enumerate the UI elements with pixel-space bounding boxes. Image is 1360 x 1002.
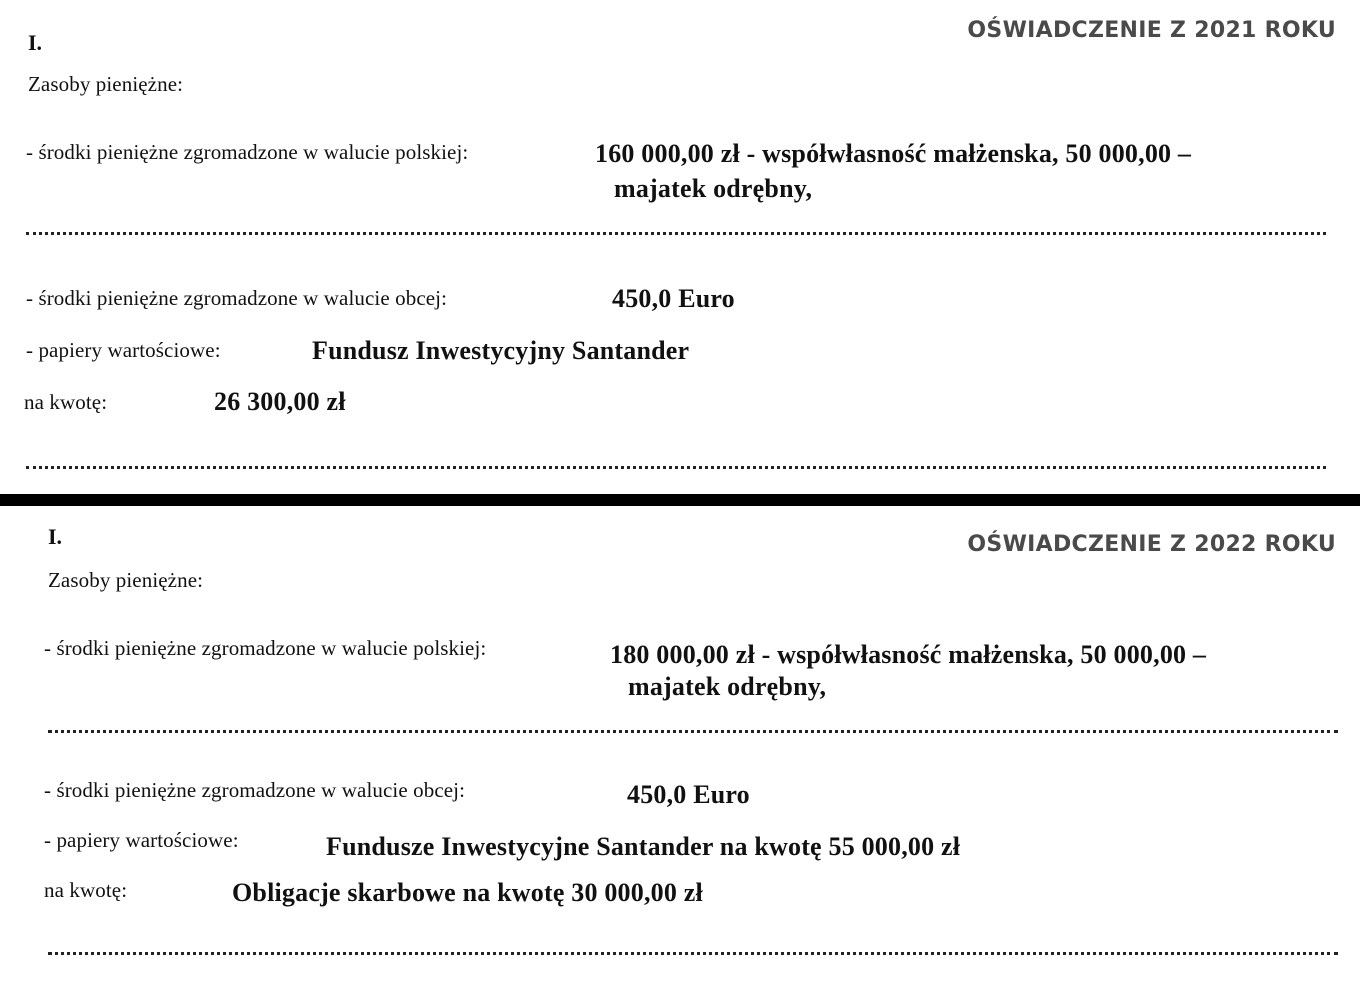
securities-label: - papiery wartościowe: <box>44 828 239 852</box>
dotted-rule <box>26 466 1326 469</box>
amount-value: Obligacje skarbowe na kwotę 30 000,00 zł <box>232 878 703 907</box>
securities-value: Fundusz Inwestycyjny Santander <box>312 336 690 365</box>
amount-label: na kwotę: <box>44 878 128 902</box>
dotted-rule <box>26 232 1326 235</box>
foreign-funds-label: - środki pieniężne zgromadzone w walucie obcej: <box>44 778 466 802</box>
foreign-funds-label: - środki pieniężne zgromadzone w walucie obcej: <box>26 286 448 310</box>
section-title: Zasoby pieniężne: <box>48 568 204 592</box>
section-number: I. <box>48 524 63 549</box>
pln-funds-label: - środki pieniężne zgromadzone w walucie polskiej: <box>26 140 469 164</box>
dotted-rule <box>48 730 1338 733</box>
declaration-2022 <box>0 506 1360 1002</box>
pln-funds-value-line2: majatek odrębny, <box>614 174 813 203</box>
banner-title: OŚWIADCZENIE Z 2022 ROKU <box>967 532 1336 557</box>
foreign-funds-value: 450,0 Euro <box>612 284 735 313</box>
amount-value: 26 300,00 zł <box>214 387 346 416</box>
banner-title: OŚWIADCZENIE Z 2021 ROKU <box>967 18 1336 43</box>
securities-value: Fundusze Inwestycyjne Santander na kwotę 55 000,00 zł <box>326 832 961 861</box>
pln-funds-label: - środki pieniężne zgromadzone w walucie polskiej: <box>44 636 487 660</box>
foreign-funds-value: 450,0 Euro <box>627 780 750 809</box>
declaration-2021 <box>0 0 1360 494</box>
section-divider <box>0 494 1360 506</box>
dotted-rule <box>48 952 1338 955</box>
pln-funds-value-line1: 180 000,00 zł - współwłasność małżenska, 50 000,00 – <box>610 640 1207 669</box>
section-number: I. <box>28 30 43 55</box>
pln-funds-value-line2: majatek odrębny, <box>628 672 827 701</box>
amount-label: na kwotę: <box>24 390 108 414</box>
securities-label: - papiery wartościowe: <box>26 338 221 362</box>
section-title: Zasoby pieniężne: <box>28 72 184 96</box>
pln-funds-value-line1: 160 000,00 zł - współwłasność małżenska, 50 000,00 – <box>595 139 1192 168</box>
